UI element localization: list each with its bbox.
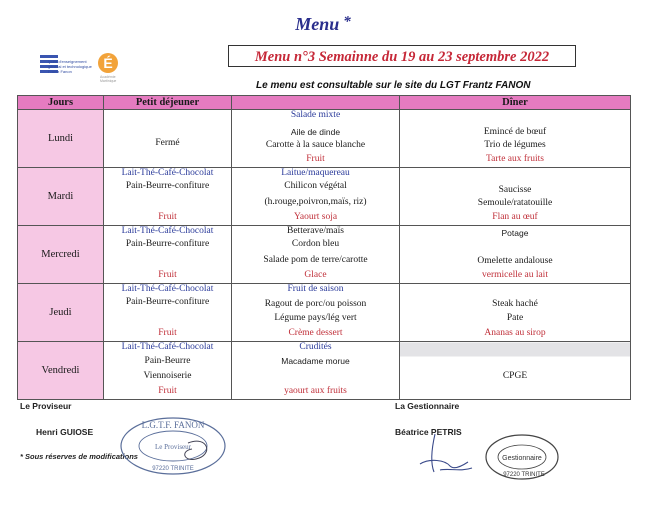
- lunch-main: Chilicon végétal: [284, 181, 347, 191]
- lunch-side: Légume pays/lég vert: [274, 313, 357, 323]
- gestionnaire-name: Béatrice PETRIS: [395, 427, 462, 437]
- dinner-dessert: Tarte aux fruits: [486, 154, 544, 164]
- header-jours: Jours: [18, 96, 104, 110]
- breakfast-bread: Pain-Beurre: [144, 356, 191, 366]
- dinner-side: Trio de légumes: [484, 140, 546, 150]
- table-row: [18, 168, 631, 226]
- lunch-main: Ragout de porc/ou poisson: [264, 299, 367, 309]
- lunch-side: Carotte à la sauce blanche: [265, 140, 366, 150]
- day-lundi: Lundi: [18, 110, 104, 168]
- day-jeudi: Jeudi: [18, 284, 104, 342]
- dinner-main: Omelette andalouse: [477, 256, 553, 266]
- day-vendredi: Vendredi: [18, 342, 104, 400]
- lunch-side: Salade pom de terre/carotte: [263, 255, 368, 265]
- dinner-side: Semoule/ratatouille: [477, 198, 553, 208]
- breakfast-bread: Pain-Beurre-confiture: [125, 181, 210, 191]
- menu-table: [17, 95, 631, 400]
- breakfast-bread: Pain-Beurre-confiture: [125, 239, 210, 249]
- table-row: [18, 342, 631, 400]
- lunch-starter: Salade mixte: [290, 110, 341, 120]
- lunch-main: Macadame morue: [281, 356, 350, 366]
- table-row: [18, 226, 631, 284]
- lunch-starter: Crudités: [299, 342, 332, 352]
- logo-text: lycée d'enseignement général et technologique Frantz Fanon: [48, 59, 92, 74]
- dinner-dessert: Ananas au sirop: [484, 328, 546, 338]
- table-row: [18, 284, 631, 342]
- breakfast-fruit: Fruit: [158, 270, 177, 280]
- proviseur-stamp-icon: [118, 415, 228, 477]
- stamp-right-mid: Gestionnaire: [502, 455, 542, 462]
- breakfast-fruit: Fruit: [158, 386, 177, 396]
- breakfast-fruit: Fruit: [158, 328, 177, 338]
- breakfast-drinks: Lait-Thé-Café-Chocolat: [121, 342, 214, 352]
- stamp-left-top: L.G.T.F. FANON: [141, 420, 205, 430]
- logo-subtext: Académie Martinique: [100, 75, 117, 83]
- lunch-side: (h.rouge,poivron,maïs, riz): [264, 197, 367, 207]
- lunch-dessert: Crème dessert: [288, 328, 343, 338]
- proviseur-role: Le Proviseur: [20, 401, 72, 411]
- header-dejeuner: [232, 96, 400, 110]
- proviseur-name: Henri GUIOSE: [36, 427, 94, 437]
- dinner-dessert: Flan au œuf: [492, 212, 538, 222]
- breakfast-drinks: Lait-Thé-Café-Chocolat: [121, 226, 214, 236]
- logo-badge-icon: É: [98, 53, 118, 73]
- day-mercredi: Mercredi: [18, 226, 104, 284]
- dinner-starter: Potage: [501, 228, 529, 238]
- lunch-dessert: yaourt aux fruits: [284, 386, 347, 396]
- title-star: *: [343, 14, 351, 30]
- gestionnaire-stamp-icon: [482, 432, 562, 482]
- header-petit-dejeuner: Petit déjeuner: [104, 96, 232, 110]
- title-text: Menu: [295, 14, 340, 34]
- dinner-main: Emincé de bœuf: [483, 127, 547, 137]
- lunch-dessert: Fruit: [306, 154, 325, 164]
- consult-note: Le menu est consultable sur le site du LGT Frantz FANON: [256, 80, 531, 91]
- page-title: [0, 14, 646, 35]
- dinner-dessert: vermicelle au lait: [482, 270, 548, 280]
- day-mardi: Mardi: [18, 168, 104, 226]
- header-diner: Dîner: [400, 96, 631, 110]
- lunch-main: Aile de dinde: [290, 127, 341, 137]
- lunch-dessert: Yaourt soja: [293, 212, 338, 222]
- dinner-side: Pate: [506, 313, 524, 323]
- table-header-row: [18, 96, 631, 110]
- menu-banner: Menu n°3 Semainne du 19 au 23 septembre 2022: [228, 45, 576, 67]
- lunch-starter: Laitue/maquereau: [281, 168, 350, 178]
- gestionnaire-signature: [410, 432, 490, 477]
- breakfast-drinks: Lait-Thé-Café-Chocolat: [121, 284, 214, 294]
- stamp-right-bottom: 97220 TRINITE: [503, 472, 545, 478]
- lunch-dessert: Glace: [304, 270, 327, 280]
- breakfast-text: Fermé: [155, 138, 180, 148]
- stamp-left-mid: Le Proviseur: [155, 443, 191, 451]
- dinner-main: Saucisse: [498, 185, 532, 195]
- breakfast-bread: Pain-Beurre-confiture: [125, 297, 210, 307]
- dinner-main: Steak haché: [492, 299, 538, 309]
- gestionnaire-role: La Gestionnaire: [395, 401, 460, 411]
- breakfast-drinks: Lait-Thé-Café-Chocolat: [121, 168, 214, 178]
- lunch-starter: Betterave/maïs: [287, 226, 344, 236]
- lunch-main: Cordon bleu: [291, 239, 340, 249]
- breakfast-pastry: Viennoiserie: [143, 371, 192, 381]
- table-row: [18, 110, 631, 168]
- stamp-left-bottom: 97220 TRINITE: [152, 466, 194, 472]
- lunch-starter: Fruit de saison: [287, 284, 344, 294]
- modification-note: * Sous réserves de modifications: [20, 452, 138, 461]
- dinner-note: CPGE: [502, 371, 528, 381]
- breakfast-fruit: Fruit: [158, 212, 177, 222]
